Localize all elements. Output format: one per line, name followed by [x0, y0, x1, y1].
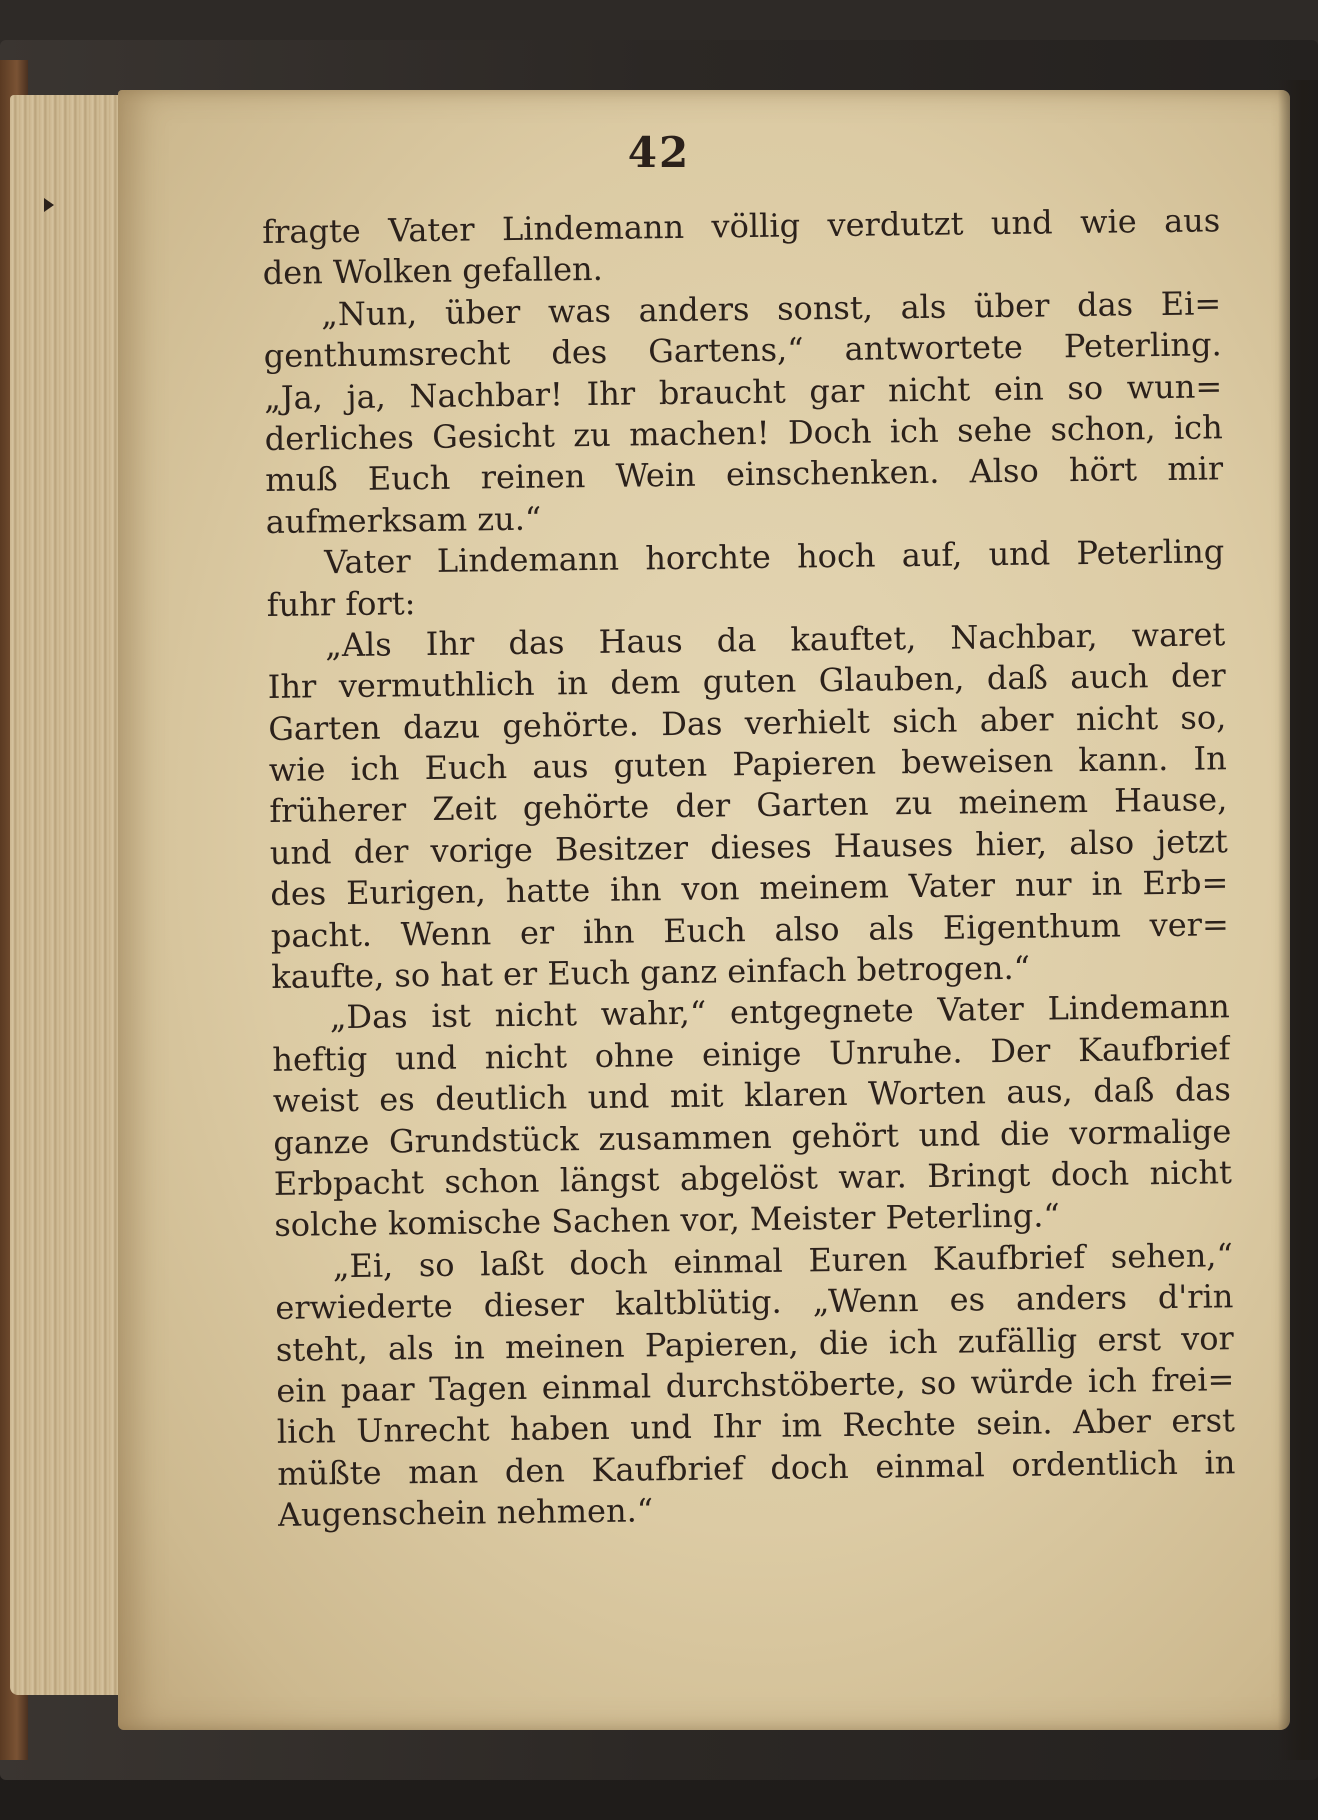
text-line: pacht. Wenn er ihn Euch also als Eigenthum ver= [270, 904, 1230, 955]
stacked-page-edges [10, 95, 130, 1695]
text-line: früherer Zeit gehörte der Garten zu meinem Hause, [269, 780, 1228, 831]
text-line: solche komische Sachen vor, Meister Peterling.“ [274, 1196, 1060, 1245]
spine-shadow [1278, 80, 1318, 1760]
text-line: „Als Ihr das Haus da kauftet, Nachbar, waret [325, 615, 1226, 665]
text-line: den Wolken gefallen. [262, 250, 604, 293]
text-line: ein paar Tagen einmal durchstöberte, so würde ich frei= [276, 1360, 1235, 1410]
text-line: Erbpacht schon längst abgelöst war. Bringt doch nicht [273, 1153, 1233, 1203]
text-line: erwiederte dieser kaltblütig. „Wenn es anders d'rin [275, 1277, 1234, 1328]
text-line: fragte Vater Lindemann völlig verdutzt und wie aus [262, 201, 1221, 251]
text-line: Vater Lindemann horchte hoch auf, und Peterling [324, 532, 1225, 582]
text-line: kaufte, so hat er Euch ganz einfach betrogen.“ [271, 948, 1031, 996]
text-line: muß Euch reinen Wein einschenken. Also hört mir [265, 449, 1224, 500]
text-line: „Ja, ja, Nachbar! Ihr braucht gar nicht ein so wun= [264, 366, 1223, 417]
text-line: aufmerksam zu.“ [265, 499, 542, 541]
text-line: fuhr fort: [266, 583, 416, 624]
text-line: ganze Grundstück zusammen gehört und die vormalige [273, 1111, 1232, 1162]
text-line: weist es deutlich und mit klaren Worten aus, daß das [272, 1070, 1232, 1121]
page-number: 42 [627, 128, 691, 177]
text-line: steht, als in meinen Papieren, die ich zufällig erst vor [275, 1318, 1235, 1369]
text-line: und der vorige Besitzer dieses Hauses hier, also jetzt [269, 822, 1228, 872]
text-line: wie ich Euch aus guten Papieren beweisen kann. In [268, 739, 1227, 790]
text-line: lich Unrecht haben und Ihr im Rechte sein. Aber erst [276, 1401, 1236, 1452]
text-line: des Eurigen, hatte ihn von meinem Vater nur in Erb= [270, 863, 1229, 914]
text-line: müßte man den Kaufbrief doch einmal ordentlich in [277, 1442, 1236, 1493]
text-line: derliches Gesicht zu machen! Doch ich sehe schon, ich [264, 408, 1223, 458]
page-text-block [262, 200, 1236, 1536]
text-line: „Ei, so laßt doch einmal Euren Kaufbrief sehen,“ [332, 1235, 1234, 1285]
text-line: Ihr vermuthlich in dem guten Glauben, daß auch der [267, 656, 1226, 707]
text-line: „Das ist nicht wahr,“ entgegnete Vater Lindemann [329, 987, 1231, 1037]
text-line: „Nun, über was anders sonst, als über das Ei= [321, 284, 1222, 334]
margin-pointer-icon [44, 198, 54, 212]
text-line: heftig und nicht ohne einige Unruhe. Der Kaufbrief [272, 1029, 1231, 1079]
text-line: genthumsrecht des Gartens,“ antwortete Peterling. [263, 325, 1222, 376]
text-line: Garten dazu gehörte. Das verhielt sich aber nicht so, [268, 697, 1227, 748]
text-line: Augenschein nehmen.“ [277, 1491, 654, 1535]
